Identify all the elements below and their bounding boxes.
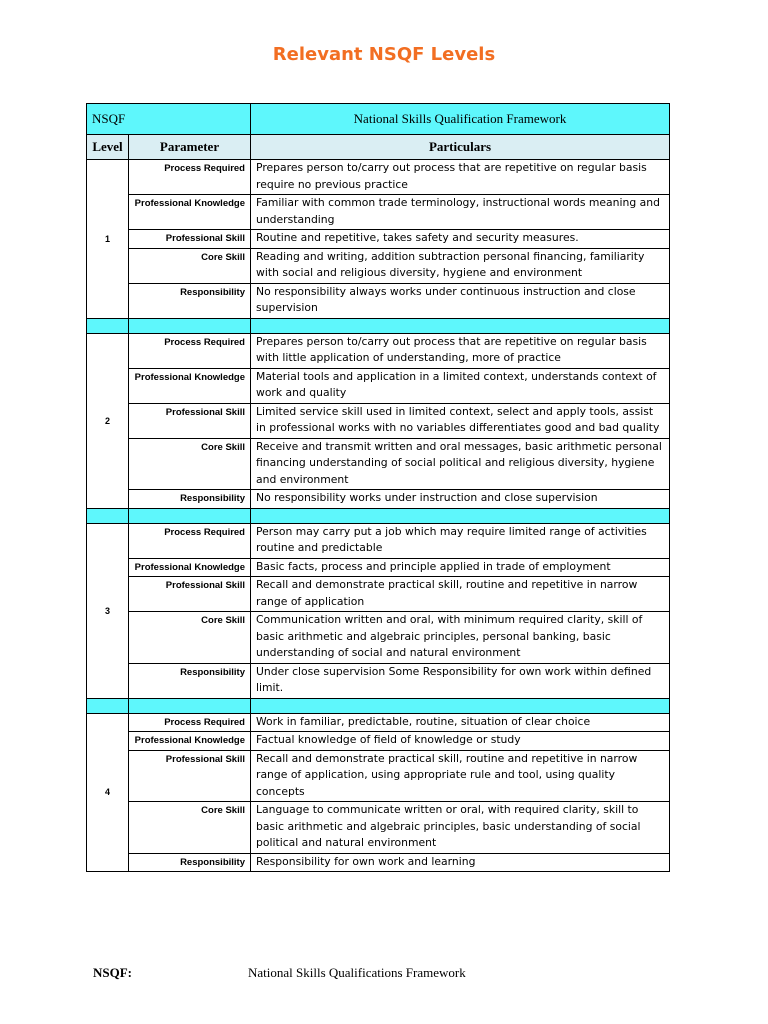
level-cell: 3	[87, 523, 129, 698]
level-cell: 4	[87, 713, 129, 872]
particulars-cell: Under close supervision Some Responsibility for own work within defined limit.	[251, 663, 670, 698]
parameter-cell: Responsibility	[129, 490, 251, 509]
parameter-cell: Process Required	[129, 523, 251, 558]
separator-cell	[129, 698, 251, 713]
particulars-cell: Factual knowledge of field of knowledge or study	[251, 732, 670, 751]
nsqf-levels-table	[86, 103, 670, 872]
separator-cell	[251, 508, 670, 523]
particulars-cell: Person may carry put a job which may require limited range of activities routine and predictable	[251, 523, 670, 558]
table-row	[87, 750, 670, 802]
parameter-cell: Core Skill	[129, 802, 251, 854]
particulars-cell: No responsibility works under instruction and close supervision	[251, 490, 670, 509]
table-row	[87, 230, 670, 249]
particulars-cell: Routine and repetitive, takes safety and security measures.	[251, 230, 670, 249]
parameter-cell: Core Skill	[129, 612, 251, 664]
table-row	[87, 403, 670, 438]
table-row	[87, 195, 670, 230]
table-row	[87, 523, 670, 558]
header-level: Level	[87, 135, 129, 160]
table-header-row	[87, 104, 670, 135]
table-row	[87, 663, 670, 698]
level-cell: 2	[87, 333, 129, 508]
footer-label: NSQF:	[93, 965, 132, 980]
table-row	[87, 248, 670, 283]
table-row	[87, 577, 670, 612]
parameter-cell: Professional Skill	[129, 750, 251, 802]
table-row	[87, 732, 670, 751]
table-row	[87, 713, 670, 732]
parameter-cell: Core Skill	[129, 438, 251, 490]
table-row	[87, 558, 670, 577]
parameter-cell: Process Required	[129, 160, 251, 195]
level-separator-row	[87, 508, 670, 523]
parameter-cell: Core Skill	[129, 248, 251, 283]
table-subheader-row	[87, 135, 670, 160]
parameter-cell: Responsibility	[129, 853, 251, 872]
particulars-cell: Reading and writing, addition subtraction personal financing, familiarity with social and religious diversity, hygiene and environment	[251, 248, 670, 283]
table-row	[87, 490, 670, 509]
separator-cell	[129, 508, 251, 523]
level-separator-row	[87, 318, 670, 333]
particulars-cell: Responsibility for own work and learning	[251, 853, 670, 872]
table-row	[87, 283, 670, 318]
table-row	[87, 333, 670, 368]
header-parameter: Parameter	[129, 135, 251, 160]
header-particulars: Particulars	[251, 135, 670, 160]
particulars-cell: Work in familiar, predictable, routine, situation of clear choice	[251, 713, 670, 732]
page-title: Relevant NSQF Levels	[272, 44, 496, 65]
parameter-cell: Process Required	[129, 713, 251, 732]
parameter-cell: Professional Knowledge	[129, 368, 251, 403]
table-row	[87, 612, 670, 664]
table-body	[87, 160, 670, 872]
particulars-cell: Language to communicate written or oral, with required clarity, skill to basic arithmetic and algebraic principles, basic understanding of social political and natural environment	[251, 802, 670, 854]
particulars-cell: Material tools and application in a limited context, understands context of work and quality	[251, 368, 670, 403]
parameter-cell: Professional Skill	[129, 230, 251, 249]
separator-cell	[129, 318, 251, 333]
parameter-cell: Responsibility	[129, 663, 251, 698]
header-framework: National Skills Qualification Framework	[251, 104, 670, 135]
level-cell: 1	[87, 160, 129, 319]
separator-cell	[87, 508, 129, 523]
table-row	[87, 802, 670, 854]
particulars-cell: Communication written and oral, with minimum required clarity, skill of basic arithmetic and algebraic principles, personal banking, basic understanding of social and natural environment	[251, 612, 670, 664]
particulars-cell: Limited service skill used in limited context, select and apply tools, assist in professional works with no variables differentiates good and bad quality	[251, 403, 670, 438]
table-row	[87, 160, 670, 195]
particulars-cell: Recall and demonstrate practical skill, routine and repetitive in narrow range of application, using appropriate rule and tool, using quality concepts	[251, 750, 670, 802]
parameter-cell: Professional Skill	[129, 403, 251, 438]
separator-cell	[251, 318, 670, 333]
parameter-cell: Professional Knowledge	[129, 558, 251, 577]
table-row	[87, 438, 670, 490]
particulars-cell: Prepares person to/carry out process that are repetitive on regular basis require no previous practice	[251, 160, 670, 195]
header-nsqf: NSQF	[87, 104, 251, 135]
level-separator-row	[87, 698, 670, 713]
parameter-cell: Professional Knowledge	[129, 195, 251, 230]
particulars-cell: Recall and demonstrate practical skill, routine and repetitive in narrow range of application	[251, 577, 670, 612]
separator-cell	[251, 698, 670, 713]
parameter-cell: Professional Knowledge	[129, 732, 251, 751]
particulars-cell: Prepares person to/carry out process that are repetitive on regular basis with little application of understanding, more of practice	[251, 333, 670, 368]
particulars-cell: Basic facts, process and principle applied in trade of employment	[251, 558, 670, 577]
particulars-cell: Receive and transmit written and oral messages, basic arithmetic personal financing understanding of social political and religious diversity, hygiene and environment	[251, 438, 670, 490]
footer-text: National Skills Qualifications Framework	[248, 965, 466, 980]
parameter-cell: Responsibility	[129, 283, 251, 318]
table-row	[87, 368, 670, 403]
separator-cell	[87, 318, 129, 333]
table-row	[87, 853, 670, 872]
separator-cell	[87, 698, 129, 713]
particulars-cell: Familiar with common trade terminology, instructional words meaning and understanding	[251, 195, 670, 230]
particulars-cell: No responsibility always works under continuous instruction and close supervision	[251, 283, 670, 318]
parameter-cell: Professional Skill	[129, 577, 251, 612]
parameter-cell: Process Required	[129, 333, 251, 368]
